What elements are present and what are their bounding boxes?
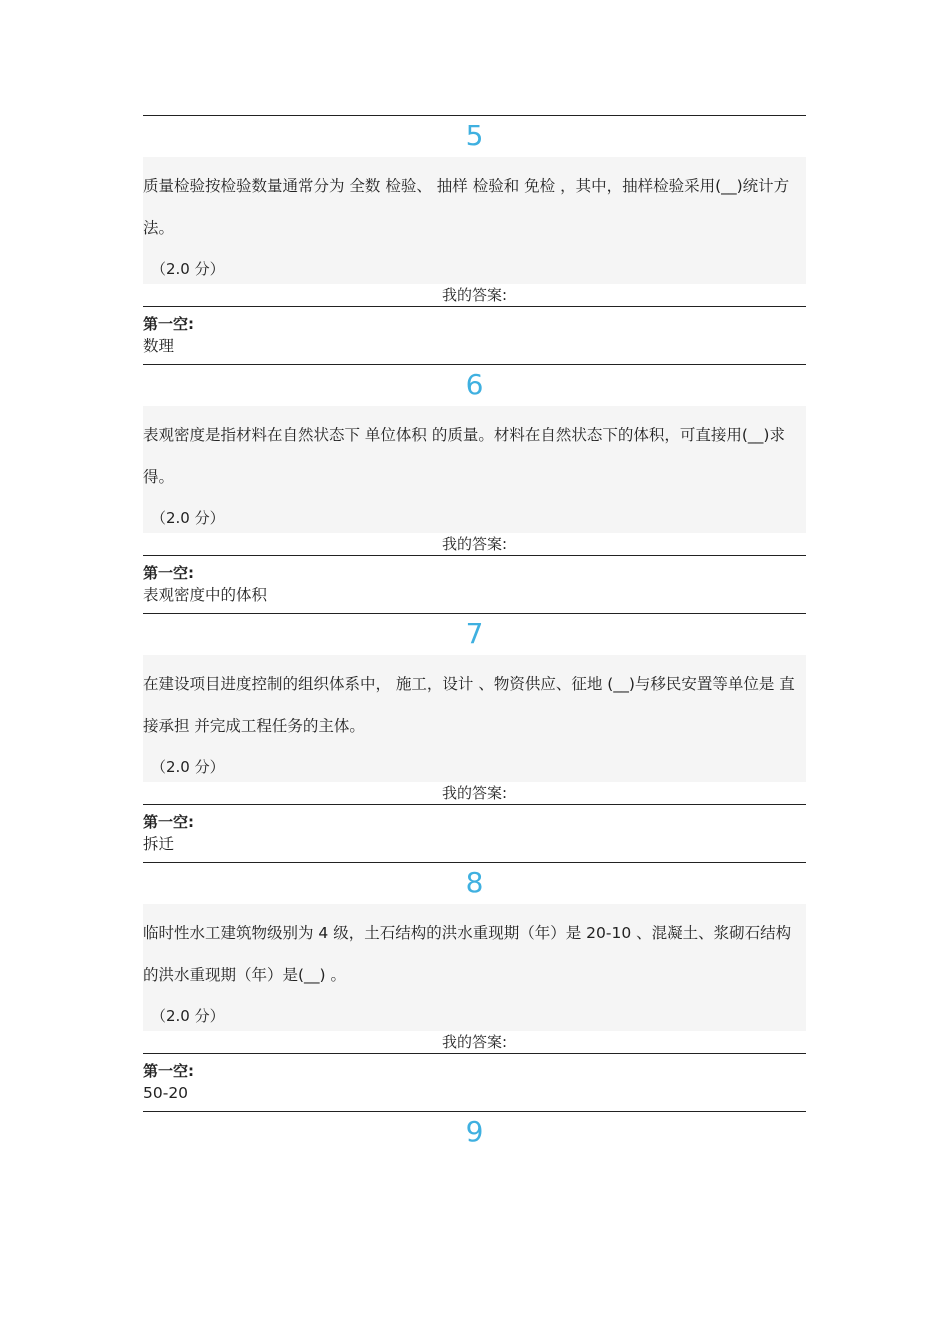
question-number: 5 [465, 119, 484, 152]
blank-label: 第一空: [143, 1062, 194, 1080]
question-list [143, 115, 806, 1156]
question-body [143, 406, 806, 533]
question-number: 9 [465, 1115, 484, 1148]
question-text: 在建设项目进度控制的组织体系中， 施工，设计 、物资供应、征地 (__)与移民安置等单位是 直接承担 并完成工程任务的主体。 [143, 675, 795, 735]
question-score: （2.0 分） [151, 758, 225, 776]
my-answer-label: 我的答案: [143, 782, 806, 805]
question-body [143, 655, 806, 782]
blank-answer: 表观密度中的体积 [143, 586, 268, 604]
question-score: （2.0 分） [151, 509, 225, 527]
question-text: 质量检验按检验数量通常分为 全数 检验、 抽样 检验和 免检 ，其中，抽样检验采用(__)统计方法。 [143, 177, 790, 237]
question-number: 7 [465, 617, 484, 650]
question-6 [143, 364, 806, 613]
question-header [143, 862, 806, 904]
question-header [143, 115, 806, 157]
question-5 [143, 115, 806, 364]
question-number: 6 [465, 368, 484, 401]
question-7 [143, 613, 806, 862]
question-body [143, 904, 806, 1031]
blank-label: 第一空: [143, 315, 194, 333]
question-9-header [143, 1111, 806, 1156]
blank-answer: 50-20 [143, 1084, 189, 1102]
question-8 [143, 862, 806, 1111]
blank-label: 第一空: [143, 564, 194, 582]
my-answer-label: 我的答案: [143, 1031, 806, 1054]
blank-label: 第一空: [143, 813, 194, 831]
blank-answer: 数理 [143, 337, 175, 355]
question-header [143, 613, 806, 655]
blank-answer: 拆迁 [143, 835, 175, 853]
my-answer-label: 我的答案: [143, 533, 806, 556]
question-score: （2.0 分） [151, 260, 225, 278]
question-score: （2.0 分） [151, 1007, 225, 1025]
question-body [143, 157, 806, 284]
question-text: 表观密度是指材料在自然状态下 单位体积 的质量。材料在自然状态下的体积，可直接用(__)求得。 [143, 426, 785, 486]
question-number: 8 [465, 866, 484, 899]
question-header [143, 364, 806, 406]
question-text: 临时性水工建筑物级别为 4 级，土石结构的洪水重现期（年）是 20-10 、混凝土、浆砌石结构的洪水重现期（年）是(__) 。 [143, 924, 792, 984]
my-answer-label: 我的答案: [143, 284, 806, 307]
